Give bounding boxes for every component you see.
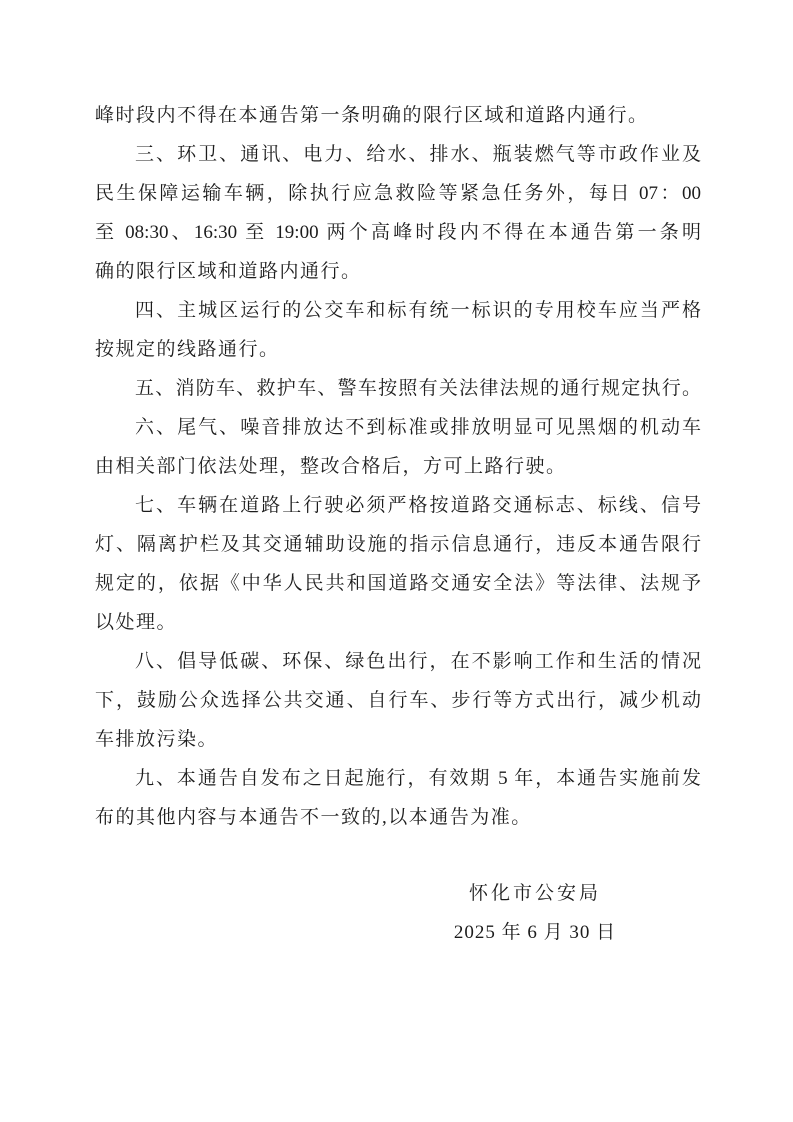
text-line: 九、本通告自发布之日起施行，有效期 5 年，本通告实施前发 bbox=[135, 768, 701, 789]
text-line: 灯、隔离护栏及其交通辅助设施的指示信息通行，违反本通告限行 bbox=[95, 534, 701, 555]
text-line: 车排放污染。 bbox=[95, 729, 219, 750]
text-line: 民生保障运输车辆，除执行应急救险等紧急任务外，每日 07：00 bbox=[95, 183, 701, 204]
text-line: 确的限行区域和道路内通行。 bbox=[95, 261, 362, 282]
text-line: 八、倡导低碳、环保、绿色出行，在不影响工作和生活的情况 bbox=[135, 651, 701, 672]
text-line: 布的其他内容与本通告不一致的,以本通告为准。 bbox=[95, 807, 532, 828]
text-line: 至 08:30、16:30 至 19:00 两个高峰时段内不得在本通告第一条明 bbox=[95, 222, 701, 243]
text-line: 按规定的线路通行。 bbox=[95, 339, 280, 360]
text-line: 五、消防车、救护车、警车按照有关法律法规的通行规定执行。 bbox=[135, 378, 701, 399]
text-line: 以处理。 bbox=[95, 612, 178, 633]
notice-body bbox=[95, 96, 701, 837]
text-line: 由相关部门依法处理，整改合格后，方可上路行驶。 bbox=[95, 456, 567, 477]
issue-date: 2025 年 6 月 30 日 bbox=[453, 922, 617, 943]
signature-block bbox=[368, 874, 702, 952]
text-line: 下，鼓励公众选择公共交通、自行车、步行等方式出行，减少机动 bbox=[95, 690, 701, 711]
text-line: 规定的，依据《中华人民共和国道路交通安全法》等法律、法规予 bbox=[95, 573, 701, 594]
text-line: 四、主城区运行的公交车和标有统一标识的专用校车应当严格 bbox=[135, 300, 701, 321]
issuer-signature: 怀化市公安局 bbox=[468, 883, 601, 904]
text-line: 三、环卫、通讯、电力、给水、排水、瓶装燃气等市政作业及 bbox=[135, 144, 701, 165]
text-line: 峰时段内不得在本通告第一条明确的限行区域和道路内通行。 bbox=[95, 105, 649, 126]
text-line: 六、尾气、噪音排放达不到标准或排放明显可见黑烟的机动车 bbox=[135, 417, 701, 438]
text-line: 七、车辆在道路上行驶必须严格按道路交通标志、标线、信号 bbox=[135, 495, 701, 516]
